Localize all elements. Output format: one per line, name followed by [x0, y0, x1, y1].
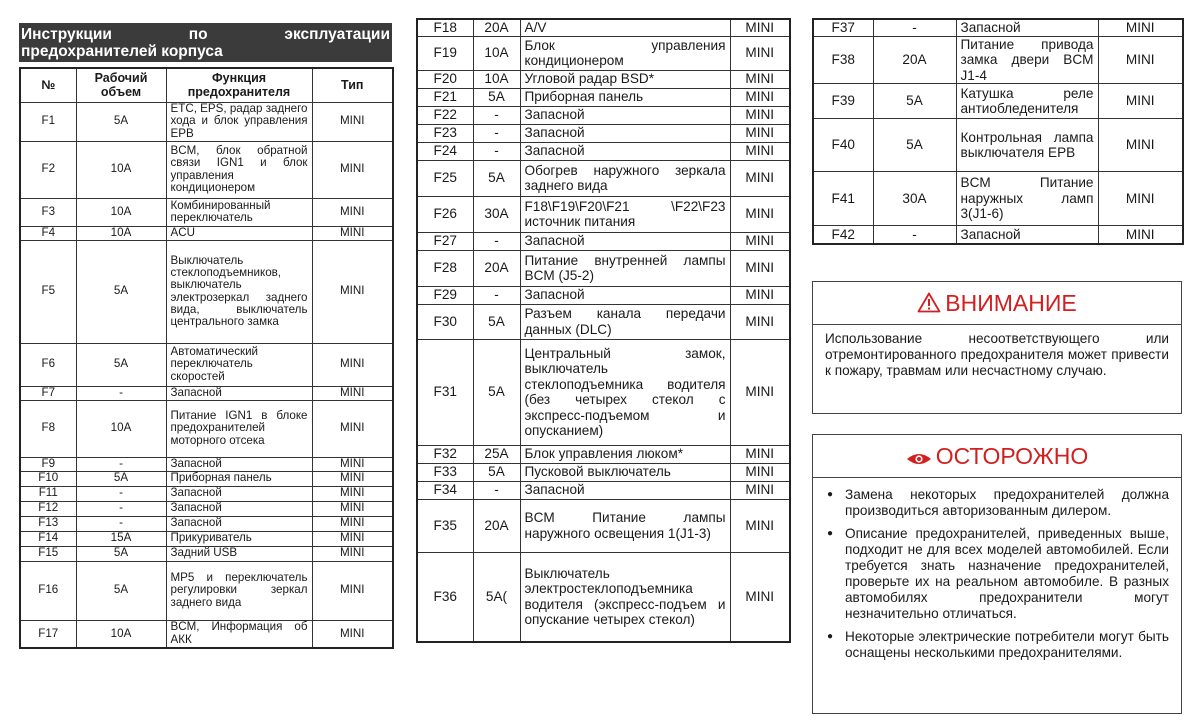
fuse-type: MINI [312, 486, 393, 501]
fuse-row [417, 19, 790, 36]
fuse-function: Автоматический переключатель скоростей [166, 343, 312, 386]
fuse-function: MP5 и переключатель регулировки зеркал заднего вида [166, 561, 312, 620]
fuse-type: MINI [312, 240, 393, 343]
fuse-rating: 20A [473, 250, 520, 286]
fuse-rating: 15A [76, 531, 166, 546]
fuse-row [20, 471, 393, 486]
fuse-rating: 30A [873, 172, 956, 226]
fuse-row [417, 499, 790, 552]
fuse-row [813, 119, 1183, 172]
fuse-row [813, 36, 1183, 84]
fuse-number: F34 [417, 481, 473, 499]
fuse-function: Запасной [520, 124, 730, 142]
fuse-type: MINI [312, 386, 393, 400]
warning-title: ВНИМАНИЕ [945, 290, 1077, 316]
fuse-row [813, 84, 1183, 119]
fuse-row [417, 339, 790, 445]
fuse-number: F37 [813, 19, 873, 36]
fuse-number: F9 [20, 457, 76, 471]
fuse-type: MINI [1098, 84, 1183, 119]
fuse-function: Пусковой выключатель [520, 463, 730, 481]
fuse-rating: 5A [873, 84, 956, 119]
fuse-function: Запасной [166, 386, 312, 400]
fuse-rating: - [473, 286, 520, 304]
fuse-function: BCM, Информация об АКК [166, 620, 312, 648]
fuse-row [20, 561, 393, 620]
fuse-number: F21 [417, 88, 473, 106]
fuse-function: BCM Питание наружных ламп 3(J1-6) [956, 172, 1098, 226]
fuse-function: Приборная панель [166, 471, 312, 486]
fuse-function: Разъем канала передачи данных (DLC) [520, 304, 730, 339]
fuse-number: F31 [417, 339, 473, 445]
fuse-number: F24 [417, 142, 473, 160]
warning-title-row [813, 282, 1181, 325]
fuse-function: Запасной [520, 232, 730, 250]
fuse-number: F36 [417, 552, 473, 642]
fuse-rating: - [473, 124, 520, 142]
column-header-function: Функция предохранителя [166, 68, 312, 102]
fuse-function: Катушка реле антиобледенителя [956, 84, 1098, 119]
fuse-type: MINI [1098, 172, 1183, 226]
fuse-number: F8 [20, 400, 76, 457]
caution-box [812, 434, 1182, 714]
fuse-function: Запасной [166, 457, 312, 471]
fuse-row [20, 620, 393, 648]
fuse-rating: 5A [473, 463, 520, 481]
fuse-number: F1 [20, 102, 76, 141]
fuse-function: BCM, блок обратной связи IGN1 и блок управления кондиционером [166, 141, 312, 198]
fuse-rating: - [76, 486, 166, 501]
fuse-type: MINI [730, 88, 790, 106]
fuse-rating: - [76, 386, 166, 400]
fuse-rating: 10A [76, 620, 166, 648]
fuse-number: F40 [813, 119, 873, 172]
fuse-row [417, 552, 790, 642]
fuse-row [20, 240, 393, 343]
fuse-rating: 10A [76, 226, 166, 240]
fuse-type: MINI [312, 141, 393, 198]
fuse-rating: 25A [473, 445, 520, 463]
fuse-row [20, 141, 393, 198]
fuse-function: Центральный замок, выключатель стеклоподъемника водителя (без четырех стекол с экспресс-подъемом и опусканием) [520, 339, 730, 445]
caution-item: ● Некоторые электрические потребители могут быть оснащены несколькими предохранителями. [825, 629, 1169, 661]
fuse-number: F30 [417, 304, 473, 339]
fuse-type: MINI [730, 481, 790, 499]
fuse-rating: 10A [76, 141, 166, 198]
fuse-number: F6 [20, 343, 76, 386]
fuse-rating: - [473, 232, 520, 250]
fuse-table-right [812, 18, 1184, 245]
fuse-rating: 5A [76, 546, 166, 561]
fuse-rating: - [473, 142, 520, 160]
fuse-function: A/V [520, 19, 730, 36]
fuse-number: F2 [20, 141, 76, 198]
fuse-number: F26 [417, 196, 473, 232]
fuse-function: Питание внутренней лампы BCM (J5-2) [520, 250, 730, 286]
warning-box [812, 281, 1182, 414]
fuse-row [20, 400, 393, 457]
fuse-rating: 10A [473, 36, 520, 70]
fuse-rating: 20A [473, 19, 520, 36]
fuse-number: F13 [20, 516, 76, 531]
fuse-row [417, 232, 790, 250]
fuse-type: MINI [312, 343, 393, 386]
fuse-row [20, 457, 393, 471]
fuse-row [417, 142, 790, 160]
fuse-rating: 5A [473, 304, 520, 339]
fuse-type: MINI [730, 19, 790, 36]
fuse-type: MINI [730, 250, 790, 286]
eye-icon [906, 445, 932, 471]
fuse-row [417, 160, 790, 196]
fuse-function: Прикуриватель [166, 531, 312, 546]
fuse-number: F32 [417, 445, 473, 463]
fuse-rating: 5A [76, 561, 166, 620]
fuse-number: F11 [20, 486, 76, 501]
fuse-row [417, 286, 790, 304]
fuse-function: BCM Питание лампы наружного освещения 1(J1-3) [520, 499, 730, 552]
fuse-rating: - [873, 226, 956, 244]
fuse-row [20, 386, 393, 400]
fuse-row [20, 486, 393, 501]
column-header-capacity: Рабочий объем [76, 68, 166, 102]
fuse-row [813, 172, 1183, 226]
fuse-number: F10 [20, 471, 76, 486]
fuse-type: MINI [312, 531, 393, 546]
fuse-function: Задний USB [166, 546, 312, 561]
fuse-number: F20 [417, 70, 473, 88]
fuse-row [417, 304, 790, 339]
fuse-function: Питание IGN1 в блоке предохранителей моторного отсека [166, 400, 312, 457]
fuse-row [417, 36, 790, 70]
middle-column [416, 18, 789, 643]
fuse-number: F4 [20, 226, 76, 240]
fuse-number: F27 [417, 232, 473, 250]
fuse-rating: - [76, 501, 166, 516]
fuse-rating: 20A [473, 499, 520, 552]
fuse-number: F22 [417, 106, 473, 124]
fuse-number: F38 [813, 36, 873, 84]
fuse-function: Выключатель стеклоподъемников, выключатель электрозеркал заднего вида, выключатель центрального замка [166, 240, 312, 343]
fuse-type: MINI [730, 106, 790, 124]
fuse-type: MINI [312, 501, 393, 516]
fuse-row [813, 19, 1183, 36]
fuse-function: Контрольная лампа выключателя EPB [956, 119, 1098, 172]
fuse-number: F16 [20, 561, 76, 620]
fuse-type: MINI [730, 339, 790, 445]
fuse-row [417, 88, 790, 106]
fuse-function: Запасной [956, 19, 1098, 36]
fuse-function: Обогрев наружного зеркала заднего вида [520, 160, 730, 196]
fuse-row [20, 198, 393, 226]
fuse-row [417, 445, 790, 463]
fuse-row [20, 516, 393, 531]
column-header-number: № [20, 68, 76, 102]
fuse-type: MINI [730, 196, 790, 232]
fuse-type: MINI [730, 445, 790, 463]
fuse-row [20, 102, 393, 141]
fuse-rating: 10A [76, 198, 166, 226]
fuse-function: ETC, EPS, радар заднего хода и блок управления EPB [166, 102, 312, 141]
fuse-rating: 10A [473, 70, 520, 88]
column-header-type: Тип [312, 68, 393, 102]
fuse-number: F33 [417, 463, 473, 481]
fuse-function: Запасной [166, 486, 312, 501]
caution-item: ● Описание предохранителей, приведенных выше, подходит не для всех моделей автомобилей. Если требуется знать назначение предохранителей, проверьте их на реальном автомобиле. В разных автомобилях предохранители могут незначительно отличаться. [825, 526, 1169, 622]
fuse-row [20, 531, 393, 546]
fuse-rating: 5A [473, 339, 520, 445]
fuse-function: Запасной [520, 286, 730, 304]
fuse-number: F28 [417, 250, 473, 286]
fuse-rating: 5A( [473, 552, 520, 642]
fuse-type: MINI [730, 36, 790, 70]
fuse-type: MINI [1098, 36, 1183, 84]
fuse-number: F12 [20, 501, 76, 516]
fuse-row [813, 226, 1183, 244]
fuse-row [417, 250, 790, 286]
fuse-rating: - [76, 516, 166, 531]
fuse-function: Запасной [166, 516, 312, 531]
fuse-function: Приборная панель [520, 88, 730, 106]
fuse-number: F29 [417, 286, 473, 304]
fuse-row [417, 196, 790, 232]
fuse-function: Выключатель электростеклоподъемника водителя (экспресс-подъем и опускание четырех стекол) [520, 552, 730, 642]
fuse-rating: 5A [76, 471, 166, 486]
caution-list [825, 487, 1169, 661]
fuse-type: MINI [730, 463, 790, 481]
fuse-number: F15 [20, 546, 76, 561]
fuse-row [20, 501, 393, 516]
fuse-type: MINI [730, 499, 790, 552]
section-header [19, 23, 392, 62]
fuse-number: F41 [813, 172, 873, 226]
fuse-function: Запасной [956, 226, 1098, 244]
fuse-type: MINI [312, 546, 393, 561]
fuse-function: Угловой радар BSD* [520, 70, 730, 88]
fuse-type: MINI [312, 457, 393, 471]
fuse-rating: 5A [473, 88, 520, 106]
fuse-type: MINI [312, 400, 393, 457]
fuse-number: F42 [813, 226, 873, 244]
fuse-type: MINI [730, 286, 790, 304]
fuse-row [20, 226, 393, 240]
fuse-type: MINI [312, 102, 393, 141]
caution-title: ОСТОРОЖНО [935, 443, 1089, 469]
fuse-type: MINI [312, 226, 393, 240]
fuse-type: MINI [1098, 119, 1183, 172]
fuse-row [417, 106, 790, 124]
fuse-function: Запасной [520, 142, 730, 160]
fuse-function: Запасной [520, 481, 730, 499]
fuse-function: Блок управления люком* [520, 445, 730, 463]
fuse-type: MINI [312, 516, 393, 531]
fuse-type: MINI [730, 70, 790, 88]
fuse-number: F35 [417, 499, 473, 552]
fuse-rating: 30A [473, 196, 520, 232]
fuse-number: F3 [20, 198, 76, 226]
fuse-rating: 5A [76, 240, 166, 343]
fuse-number: F18 [417, 19, 473, 36]
fuse-type: MINI [1098, 226, 1183, 244]
fuse-function: ACU [166, 226, 312, 240]
fuse-function: F18\F19\F20\F21 \F22\F23 источник питания [520, 196, 730, 232]
fuse-table-middle [416, 18, 791, 643]
fuse-function: Комбинированный переключатель [166, 198, 312, 226]
right-column [812, 18, 1182, 245]
fuse-type: MINI [730, 160, 790, 196]
fuse-row [417, 124, 790, 142]
fuse-rating: 5A [76, 343, 166, 386]
fuse-type: MINI [312, 620, 393, 648]
fuse-row [417, 70, 790, 88]
fuse-table-left [19, 67, 394, 649]
fuse-rating: 5A [473, 160, 520, 196]
fuse-type: MINI [730, 552, 790, 642]
fuse-rating: 5A [76, 102, 166, 141]
fuse-rating: - [473, 481, 520, 499]
fuse-type: MINI [312, 561, 393, 620]
fuse-rating: - [873, 19, 956, 36]
fuse-number: F7 [20, 386, 76, 400]
caution-title-row [813, 435, 1181, 478]
fuse-type: MINI [312, 471, 393, 486]
fuse-type: MINI [312, 198, 393, 226]
fuse-rating: - [76, 457, 166, 471]
fuse-number: F14 [20, 531, 76, 546]
left-column [19, 23, 392, 649]
fuse-number: F19 [417, 36, 473, 70]
fuse-function: Питание привода замка двери BCM J1-4 [956, 36, 1098, 84]
fuse-type: MINI [730, 142, 790, 160]
fuse-type: MINI [730, 124, 790, 142]
fuse-number: F17 [20, 620, 76, 648]
fuse-row [20, 546, 393, 561]
warning-text: Использование несоответствующего или отремонтированного предохранителя может привести к пожару, травмам или несчастному случаю. [825, 330, 1169, 378]
fuse-row [417, 481, 790, 499]
fuse-type: MINI [730, 304, 790, 339]
fuse-type: MINI [730, 232, 790, 250]
fuse-number: F25 [417, 160, 473, 196]
fuse-function: Блок управления кондиционером [520, 36, 730, 70]
section-header-line-2: предохранителей корпуса [21, 43, 223, 60]
fuse-rating: - [473, 106, 520, 124]
fuse-number: F23 [417, 124, 473, 142]
warning-triangle-icon [917, 292, 941, 318]
section-header-line-1: Инструкции по эксплуатации [21, 26, 390, 43]
fuse-number: F39 [813, 84, 873, 119]
fuse-function: Запасной [166, 501, 312, 516]
caution-item: ● Замена некоторых предохранителей должна производиться авторизованным дилером. [825, 487, 1169, 519]
fuse-type: MINI [1098, 19, 1183, 36]
fuse-rating: 20A [873, 36, 956, 84]
fuse-function: Запасной [520, 106, 730, 124]
fuse-rating: 10A [76, 400, 166, 457]
fuse-row [20, 343, 393, 386]
fuse-rating: 5A [873, 119, 956, 172]
fuse-number: F5 [20, 240, 76, 343]
fuse-row [417, 463, 790, 481]
